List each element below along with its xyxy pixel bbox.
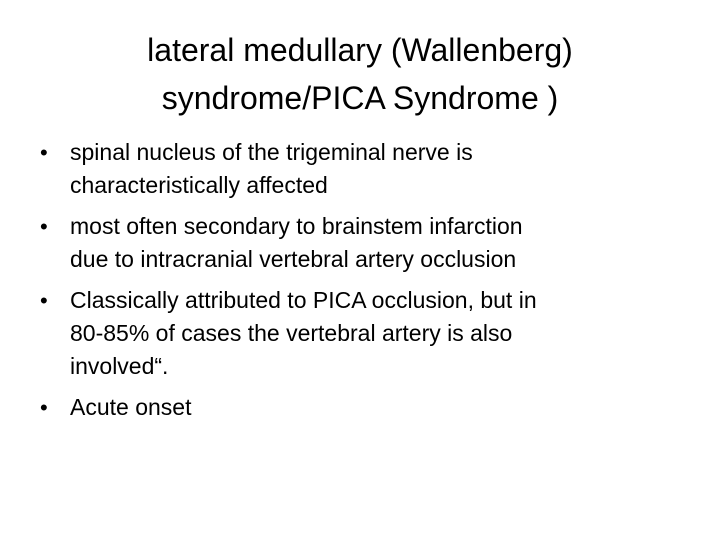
title-line: lateral medullary (Wallenberg) <box>147 32 573 68</box>
bullet-item <box>40 136 700 202</box>
bullet-icon: • <box>40 395 48 420</box>
bullet-text-line: most often secondary to brainstem infarction <box>70 213 523 239</box>
bullet-item <box>40 210 700 276</box>
bullet-text-line: Acute onset <box>70 394 192 420</box>
slide-title <box>36 26 684 122</box>
bullet-text-line: Classically attributed to PICA occlusion, but in <box>70 287 537 313</box>
bullet-icon: • <box>40 288 48 313</box>
bullet-item <box>40 284 700 383</box>
title-line: syndrome/PICA Syndrome ) <box>161 80 559 116</box>
bullet-text-line: spinal nucleus of the trigeminal nerve is <box>70 139 473 165</box>
bullet-item <box>40 391 700 424</box>
bullet-icon: • <box>40 140 48 165</box>
bullet-list <box>40 136 700 432</box>
bullet-text-line: involved“. <box>70 353 169 379</box>
bullet-text-line: 80-85% of cases the vertebral artery is also <box>70 320 513 346</box>
bullet-icon: • <box>40 214 48 239</box>
bullet-text-line: characteristically affected <box>70 172 328 198</box>
bullet-text-line: due to intracranial vertebral artery occlusion <box>70 246 517 272</box>
